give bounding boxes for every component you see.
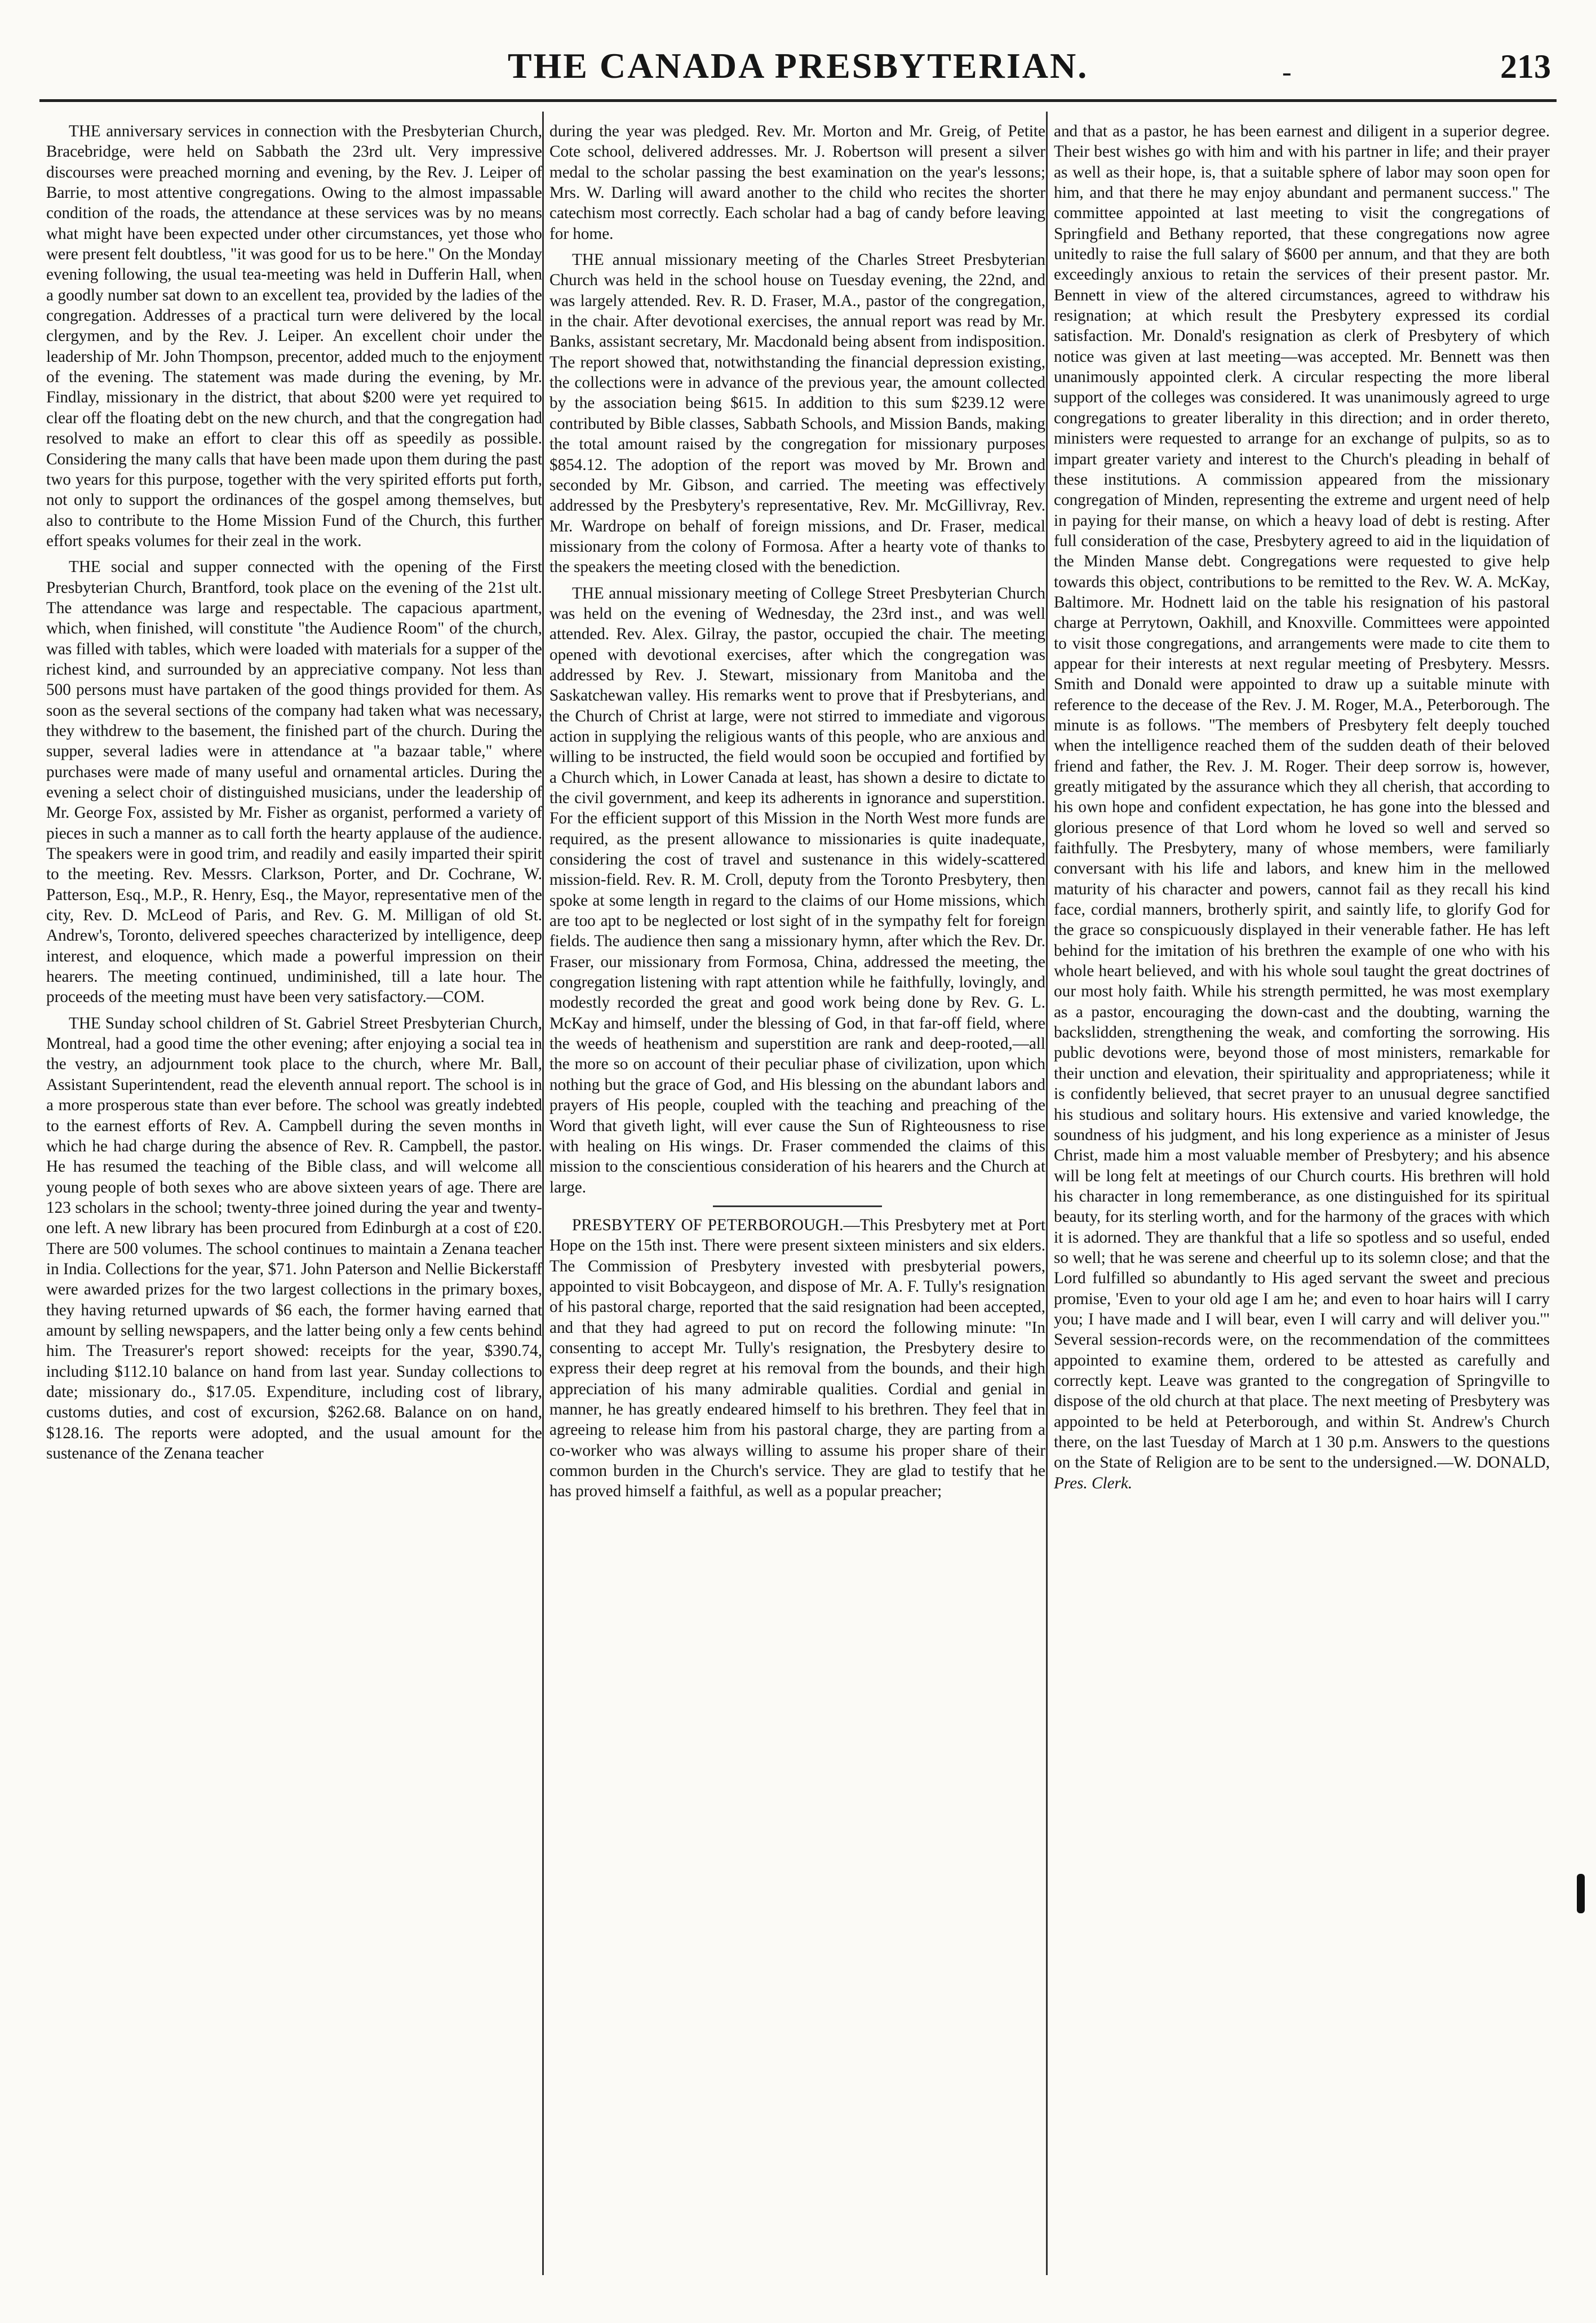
column-2 <box>549 121 1045 1508</box>
article-heading: PRESBYTERY OF PETERBOROUGH. <box>572 1216 844 1234</box>
article-body: —This Presbytery met at Port Hope on the 15th inst. There were present sixteen ministers and six elders. The Commission of Presbytery invested with presbyterial powers, appointed to visit Bobcaygeon, and dispose of Mr. A. F. Tully's resignation of his pastoral charge, reported that the said resignation had been accepted, and that they had agreed to put on record the following minute: "In consenting to accept Mr. Tully's resignation, the Presbytery desire to express their deep regret at his removal from the bounds, and their high appreciation of his many admirable qualities. Cordial and genial in manner, he has greatly endeared himself to his brethren. They feel that in agreeing to release him from his pastoral charge, they are parting from a co-worker who was always willing to assume his proper share of their common burden in the Church's service. They are glad to testify that he has proved himself a faithful, as well as a popular preacher; <box>549 1216 1045 1501</box>
article-presbytery-peterborough <box>549 1215 1045 1502</box>
article-charles-street: THE annual missionary meeting of the Charles Street Presbyterian Church was held in the school house on Tuesday evening, the 22nd, and was largely attended. Rev. R. D. Fraser, M.A., pastor of the congregation, in the chair. After devotional exercises, the annual report was read by Mr. Banks, assistant secretary, Mr. Macdonald being absent from indisposition. The report showed that, notwithstanding the financial depression existing, the collections were in advance of the previous year, the amount collected by the association being $615. In addition to this sum $239.12 were contributed by Bible classes, Sabbath Schools, and Mission Bands, making the total amount raised by the congregation for missionary purposes $854.12. The adoption of the report was moved by Mr. Brown and seconded by Mr. Gibson, and carried. The meeting was effectively addressed by the Presbytery's representative, Rev. Mr. McGillivray, Rev. Mr. Wardrope on behalf of foreign missions, and Dr. Fraser, medical missionary from the colony of Formosa. After a hearty vote of thanks to the speakers the meeting closed with the benediction. <box>549 251 1045 577</box>
signature-name: W. DONALD, <box>1453 1453 1550 1472</box>
article-body: and that as a pastor, he has been earnest and diligent in a superior degree. Their best wishes go with him and with his partner in life; and their prayer as well as their hope, is, that a suitable sphere of labor may soon open for him, and that there he may enjoy abundant and permanent success." The committee appointed at last meeting to visit the congregations of Springfield and Bethany reported, that these congregations now agree unitedly to raise the full salary of $600 per annum, and that they are both exceedingly anxious to retain the services of their present pastor. Mr. Bennett in view of the altered circumstances, agreed to withdraw his resignation; at which result the Presbytery expressed its cordial satisfaction. Mr. Donald's resignation as clerk of Presbytery of which notice was given at last meeting—was accepted. Mr. Bennett was then unanimously appointed clerk. A circular respecting the more liberal support of the colleges was considered. It was unanimously agreed to urge congregations to greater liberality in this direction; and in order thereto, ministers were requested to arrange for an exchange of pulpits, so as to impart greater variety and interest to the Church's pleading in behalf of these institutions. A commission appeared from the missionary congregation of Minden, representing the extreme and urgent need of help in paying for their manse, on which a heavy load of debt is resting. After full consideration of the case, Presbytery agreed to aid in the liquidation of the Minden Manse debt. Congregations were requested to give help towards this object, contributions to be remitted to the Rev. W. A. McKay, Baltimore. Mr. Hodnett laid on the table his resignation of his pastoral charge at Perrytown, Oakhill, and Knoxville. Committees were appointed to visit those congregations, and arrangements were made to cite them to appear for their interests at next regular meeting of Presbytery. Messrs. Smith and Donald were appointed to draw up a suitable minute with reference to the decease of the Rev. J. M. Roger, M.A., Peterborough. The minute is as follows. "The members of Presbytery felt deeply touched when the intelligence reached them of the sudden death of their beloved friend and father, the Rev. J. M. Roger. Their deep sorrow is, however, greatly mitigated by the assurance which they all cherish, that according to his own hope and confident expectation, he has gone into the blessed and glorious presence of that Lord whom he loved so well and served so faithfully. The Presbytery, many of whose members, were familiarly conversant with his life and labors, and knew him in the mellowed maturity of his character and powers, cannot fail as they recall his kind face, cordial manners, brotherly spirit, and saintly life, to glorify God for the grace so conspicuously displayed in their venerable father. He has left behind for the imitation of his brethren the example of one who with his whole heart believed, and with his whole soul taught the great doctrines of our most holy faith. While his strength permitted, he was most exemplary as a pastor, encouraging the down-cast and the doubting, warning the backslidden, strengthening the weak, and comforting the sorrowing. His public devotions were, beyond those of most ministers, remarkable for their unction and elevation, their spirituality and appropriateness; while it is confidently believed, that secret prayer to an unusual degree sanctified his studious and solitary hours. His extensive and varied knowledge, the soundness of his judgment, and his long experience as a minister of Jesus Christ, made him a most valuable member of Presbytery; and his absence will be long felt at meetings of our Church courts. His brethren will hold his character in long rememberance, as one distinguished for its spiritual beauty, for its sterling worth, and for the harmony of the graces with which it is adorned. They are thankful that a life so spotless and so useful, ended so well; that he was serene and cheerful up to its solemn close; and that the Lord fulfilled so abundantly to His aged servant the sweet and precious promise, 'Even to your old age I am he; and even to hoar hairs will I carry you; I have made and I will bear, even I will carry and will deliver you.'" Several session-records were, on the recommendation of the committees appointed to examine them, ordered to be attested as carefully and correctly kept. Leave was granted to the congregation of Springville to dispose of the old church at that place. The next meeting of Presbytery was appointed to be held at Peterborough, and within St. Andrew's Church there, on the last Tuesday of March at 1 30 p.m. Answers to the questions on the State of Religion are to be sent to the undersigned.— <box>1054 122 1550 1472</box>
article-st-gabriel-continued: during the year was pledged. Rev. Mr. Morton and Mr. Greig, of Petite Cote school, delivered addresses. Mr. J. Robertson will present a silver medal to the scholar passing the best examination on the year's lessons; Mrs. W. Darling will award another to the child who recites the shorter catechism most correctly. Each scholar had a bag of candy before leaving for home. <box>549 122 1045 243</box>
column-1 <box>46 121 542 1469</box>
column-divider <box>542 112 544 2275</box>
signature-title: Pres. Clerk. <box>1054 1474 1133 1492</box>
column-3 <box>1054 121 1550 1499</box>
article-divider <box>713 1205 882 1207</box>
article-st-gabriel: THE Sunday school children of St. Gabriel Street Presbyterian Church, Montreal, had a good time the other evening; after enjoying a social tea in the vestry, an adjournment took place to the church, where Mr. Ball, Assistant Superintendent, read the eleventh annual report. The school is in a more prosperous state than ever before. The school was greatly indebted to the earnest efforts of Rev. A. Campbell during the seven months in which he had charge during the absence of Rev. R. Campbell, the pastor. He has resumed the teaching of the Bible class, and will welcome all young people of both sexes who are above sixteen years of age. There are 123 scholars in the school; twenty-three joined during the year and twenty-one left. A new library has been procured from Edinburgh at a cost of £20. There are 500 volumes. The school continues to maintain a Zenana teacher in India. Collections for the year, $71. John Paterson and Nellie Bickerstaff were awarded prizes for the two largest collections in the primary boxes, they having returned upwards of $6 each, the former having earned that amount by selling newspapers, and the latter being only a few cents behind him. The Treasurer's report showed: receipts for the year, $390.74, including $112.10 balance on hand from last year. Sunday collections to date; missionary do., $17.05. Expenditure, including cost of library, customs duties, and cost of excursion, $262.68. Balance on on hand, $128.16. The reports were adopted, and the usual amount for the sustenance of the Zenana teacher <box>46 1014 542 1462</box>
header-dash: - <box>1282 56 1292 87</box>
page-title: THE CANADA PRESBYTERIAN. <box>507 46 1089 86</box>
article-brantford: THE social and supper connected with the opening of the First Presbyterian Church, Brantford, took place on the evening of the 21st ult. The attendance was large and respectable. The capacious apartment, which, when finished, will constitute "the Audience Room" of the church, was filled with tables, which were loaded with materials for a supper of the richest kind, and surrounded by an appreciative company. Not less than 500 persons must have partaken of the good things provided for them. As soon as the several sections of the company had taken what was necessary, they withdrew to the basement, the finished part of the church. During the supper, several ladies were in attendance at "a bazaar table," where purchases were made of many useful and ornamental articles. During the evening a select choir of distinguished musicians, under the leadership of Mr. George Fox, assisted by Mr. Fisher as organist, performed a variety of pieces in such a manner as to call forth the hearty applause of the audience. The speakers were in good trim, and readily and easily imparted their spirit to the meeting. Rev. Messrs. Clarkson, Porter, and Dr. Cochrane, W. Patterson, Esq., M.P., R. Henry, Esq., the Mayor, representative men of the city, Rev. D. McLeod of Paris, and Rev. G. M. Milligan of old St. Andrew's, Toronto, delivered speeches characterized by intelligence, deep interest, and eloquence, which made a powerful impression on their hearers. The meeting continued, undiminished, till a late hour. The proceeds of the meeting must have been very satisfactory.—COM. <box>46 558 542 1007</box>
column-divider <box>1046 112 1048 2275</box>
article-bracebridge: THE anniversary services in connection with the Presbyterian Church, Bracebridge, were held on Sabbath the 23rd ult. Very impressive discourses were preached morning and evening, by the Rev. J. Leiper of Barrie, to most attentive congregations. Owing to the almost impassable condition of the roads, the attendance at these services was by no means what might have been expected under other circumstances, yet those who were present felt doubtless, "it was good for us to be here." On the Monday evening following, the usual tea-meeting was held in Dufferin Hall, when a goodly number sat down to an excellent tea, provided by the ladies of the congregation. Addresses of a practical turn were delivered by the local clergymen, and by the Rev. J. Leiper. An excellent choir under the leadership of Mr. John Thompson, precentor, added much to the enjoyment of the evening. The statement was made during the evening, by Mr. Findlay, missionary in the district, that about $200 were yet required to clear off the floating debt on the new church, and that the congregation had resolved to make an effort to clear this off as speedily as possible. Considering the many calls that have been made upon them during the past two years for this purpose, together with the very spirited efforts put forth, not only to support the ordinances of the gospel among themselves, but also to contribute to the Home Mission Fund of the Church, this further effort speaks volumes for their zeal in the work. <box>46 122 542 550</box>
article-college-street: THE annual missionary meeting of College Street Presbyterian Church was held on the evening of Wednesday, the 23rd inst., and was well attended. Rev. Alex. Gilray, the pastor, occupied the chair. The meeting opened with devotional exercises, after which the congregation was addressed by Rev. J. Stewart, missionary from Manitoba and the Saskatchewan valley. His remarks went to prove that if Presbyterians, and the Church of Christ at large, were not stirred to immediate and vigorous action in supplying the religious wants of this people, who are anxious and willing to be instructed, the field would soon be occupied and fortified by a Church which, in Lower Canada at least, has shown a desire to dictate to the civil government, and keep its adherents in ignorance and superstition. For the efficient support of this Mission in the North West more funds are required, as the present allowance to missionaries is quite inadequate, considering the cost of travel and sustenance in this widely-scattered mission-field. Rev. R. M. Croll, deputy from the Toronto Presbytery, then spoke at some length in regard to the claims of our Home missions, which are too apt to be neglected or lost sight of in the sympathy felt for foreign fields. The audience then sang a missionary hymn, after which the Rev. Dr. Fraser, our missionary from Formosa, China, addressed the meeting, the congregation listening with rapt attention while he faithfully, lovingly, and modestly recorded the great and good work being done by Rev. G. L. McKay and himself, under the blessing of God, in that far-off field, where the weeds of heathenism and superstition are rank and deep-rooted,—all the more so on account of their peculiar phase of civilization, upon which nothing but the grace of God, and His blessing on the abundant labors and prayers of His people, coupled with the teaching and preaching of the Word that giveth light, will ever cause the Sun of Righteousness to rise with healing on His wings. Dr. Fraser commended the claims of this mission to the conscientious consideration of his hearers and the Church at large. <box>549 584 1045 1196</box>
article-presbytery-continued <box>1054 121 1550 1493</box>
page-header <box>34 34 1562 101</box>
page-number: 213 <box>1500 48 1551 85</box>
header-rule <box>39 99 1557 102</box>
margin-mark <box>1577 1874 1585 1913</box>
